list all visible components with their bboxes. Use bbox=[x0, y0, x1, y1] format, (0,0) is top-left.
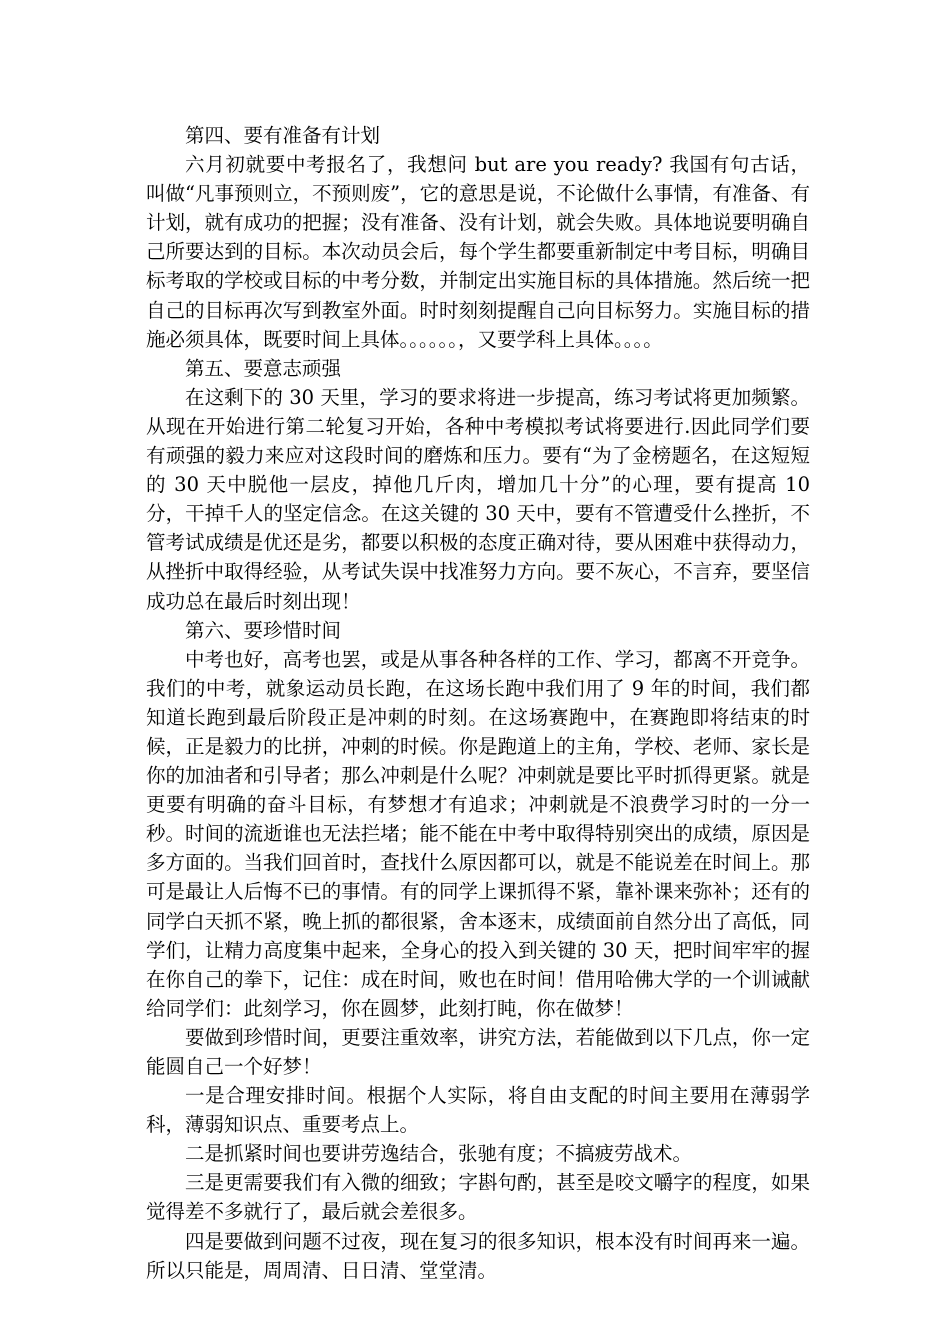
paragraph-preparation: 六月初就要中考报名了，我想问 but are you ready? 我国有句古话，叫做“凡事预则立，不预则废”，它的意思是说，不论做什么事情，有准备、有计划，就有成功的把握；没有准备、没有计划，就会失败。具体地说要明确自己所要达到的目标。本次动员会后，每个学生都要重新制定中考目标，明确目标考取的学校或目标的中考分数，并制定出实施目标的具体措施。然后统一把自己的目标再次写到教室外面。时时刻刻提醒自己向目标努力。实施目标的措施必须具体，既要时间上具体。。。。。。，又要学科上具体。。。。 bbox=[146, 153, 810, 351]
list-item-point-1: 一是合理安排时间。根据个人实际，将自由支配的时间主要用在薄弱学科，薄弱知识点、重要考点上。 bbox=[146, 1084, 810, 1137]
paragraph-cherish-time: 中考也好，高考也罢，或是从事各种各样的工作、学习，都离不开竞争。我们的中考，就象运动员长跑，在这场长跑中我们用了 9 年的时间，我们都知道长跑到最后阶段正是冲刺的时刻。在这场赛跑中，在赛跑即将结束的时候，正是毅力的比拼，冲刺的时候。你是跑道上的主角，学校、老师、家长是你的加油者和引导者；那么冲刺是什么呢？冲刺就是要比平时抓得更紧。就是更要有明确的奋斗目标，有梦想才有追求；冲刺就是不浪费学习时的一分一秒。时间的流逝谁也无法拦堵；能不能在中考中取得特别突出的成绩，原因是多方面的。当我们回首时，查找什么原因都可以，就是不能说差在时间上。那可是最让人后悔不已的事情。有的同学上课抓得不紧，靠补课来弥补；还有的同学白天抓不紧，晚上抓的都很紧，舍本逐末，成绩面前自然分出了高低，同学们，让精力高度集中起来，全身心的投入到关键的 30 天，把时间牢牢的握在你自己的拳下，记住：成在时间，败也在时间！借用哈佛大学的一个训诫献给同学们：此刻学习，你在圆梦，此刻打盹，你在做梦！ bbox=[146, 647, 810, 1020]
section-heading-6: 第六、要珍惜时间 bbox=[185, 618, 342, 642]
paragraph-willpower: 在这剩下的 30 天里，学习的要求将进一步提高，练习考试将更加频繁。从现在开始进行第二轮复习开始，各种中考模拟考试将要进行.因此同学们要有顽强的毅力来应对这段时间的磨炼和压力。要有“为了金榜题名，在这短短的 30 天中脱他一层皮，掉他几斤肉，增加几十分”的心理，要有提高 10 分，干掉千人的坚定信念。在这关键的 30 天中，要有不管遭受什么挫折，不管考试成绩是优还是劣，都要以积极的态度正确对待，要从困难中获得动力，从挫折中取得经验，从考试失误中找准努力方向。要不灰心，不言弃，要坚信成功总在最后时刻出现！ bbox=[146, 385, 810, 613]
list-item-point-2: 二是抓紧时间也要讲劳逸结合，张驰有度；不搞疲劳战术。 bbox=[185, 1142, 693, 1166]
paragraph-efficiency: 要做到珍惜时间，更要注重效率，讲究方法，若能做到以下几点，你一定能圆自己一个好梦！ bbox=[146, 1025, 810, 1078]
section-heading-4: 第四、要有准备有计划 bbox=[185, 124, 381, 147]
document-page bbox=[146, 121, 810, 1285]
list-item-point-3: 三是更需要我们有入微的细致；字斟句酌，甚至是咬文嚼字的程度，如果觉得差不多就行了，最后就会差很多。 bbox=[146, 1171, 810, 1224]
section-heading-5: 第五、要意志顽强 bbox=[185, 356, 342, 380]
list-item-point-4: 四是要做到问题不过夜，现在复习的很多知识，根本没有时间再来一遍。所以只能是，周周清、日日清、堂堂清。 bbox=[146, 1229, 810, 1282]
